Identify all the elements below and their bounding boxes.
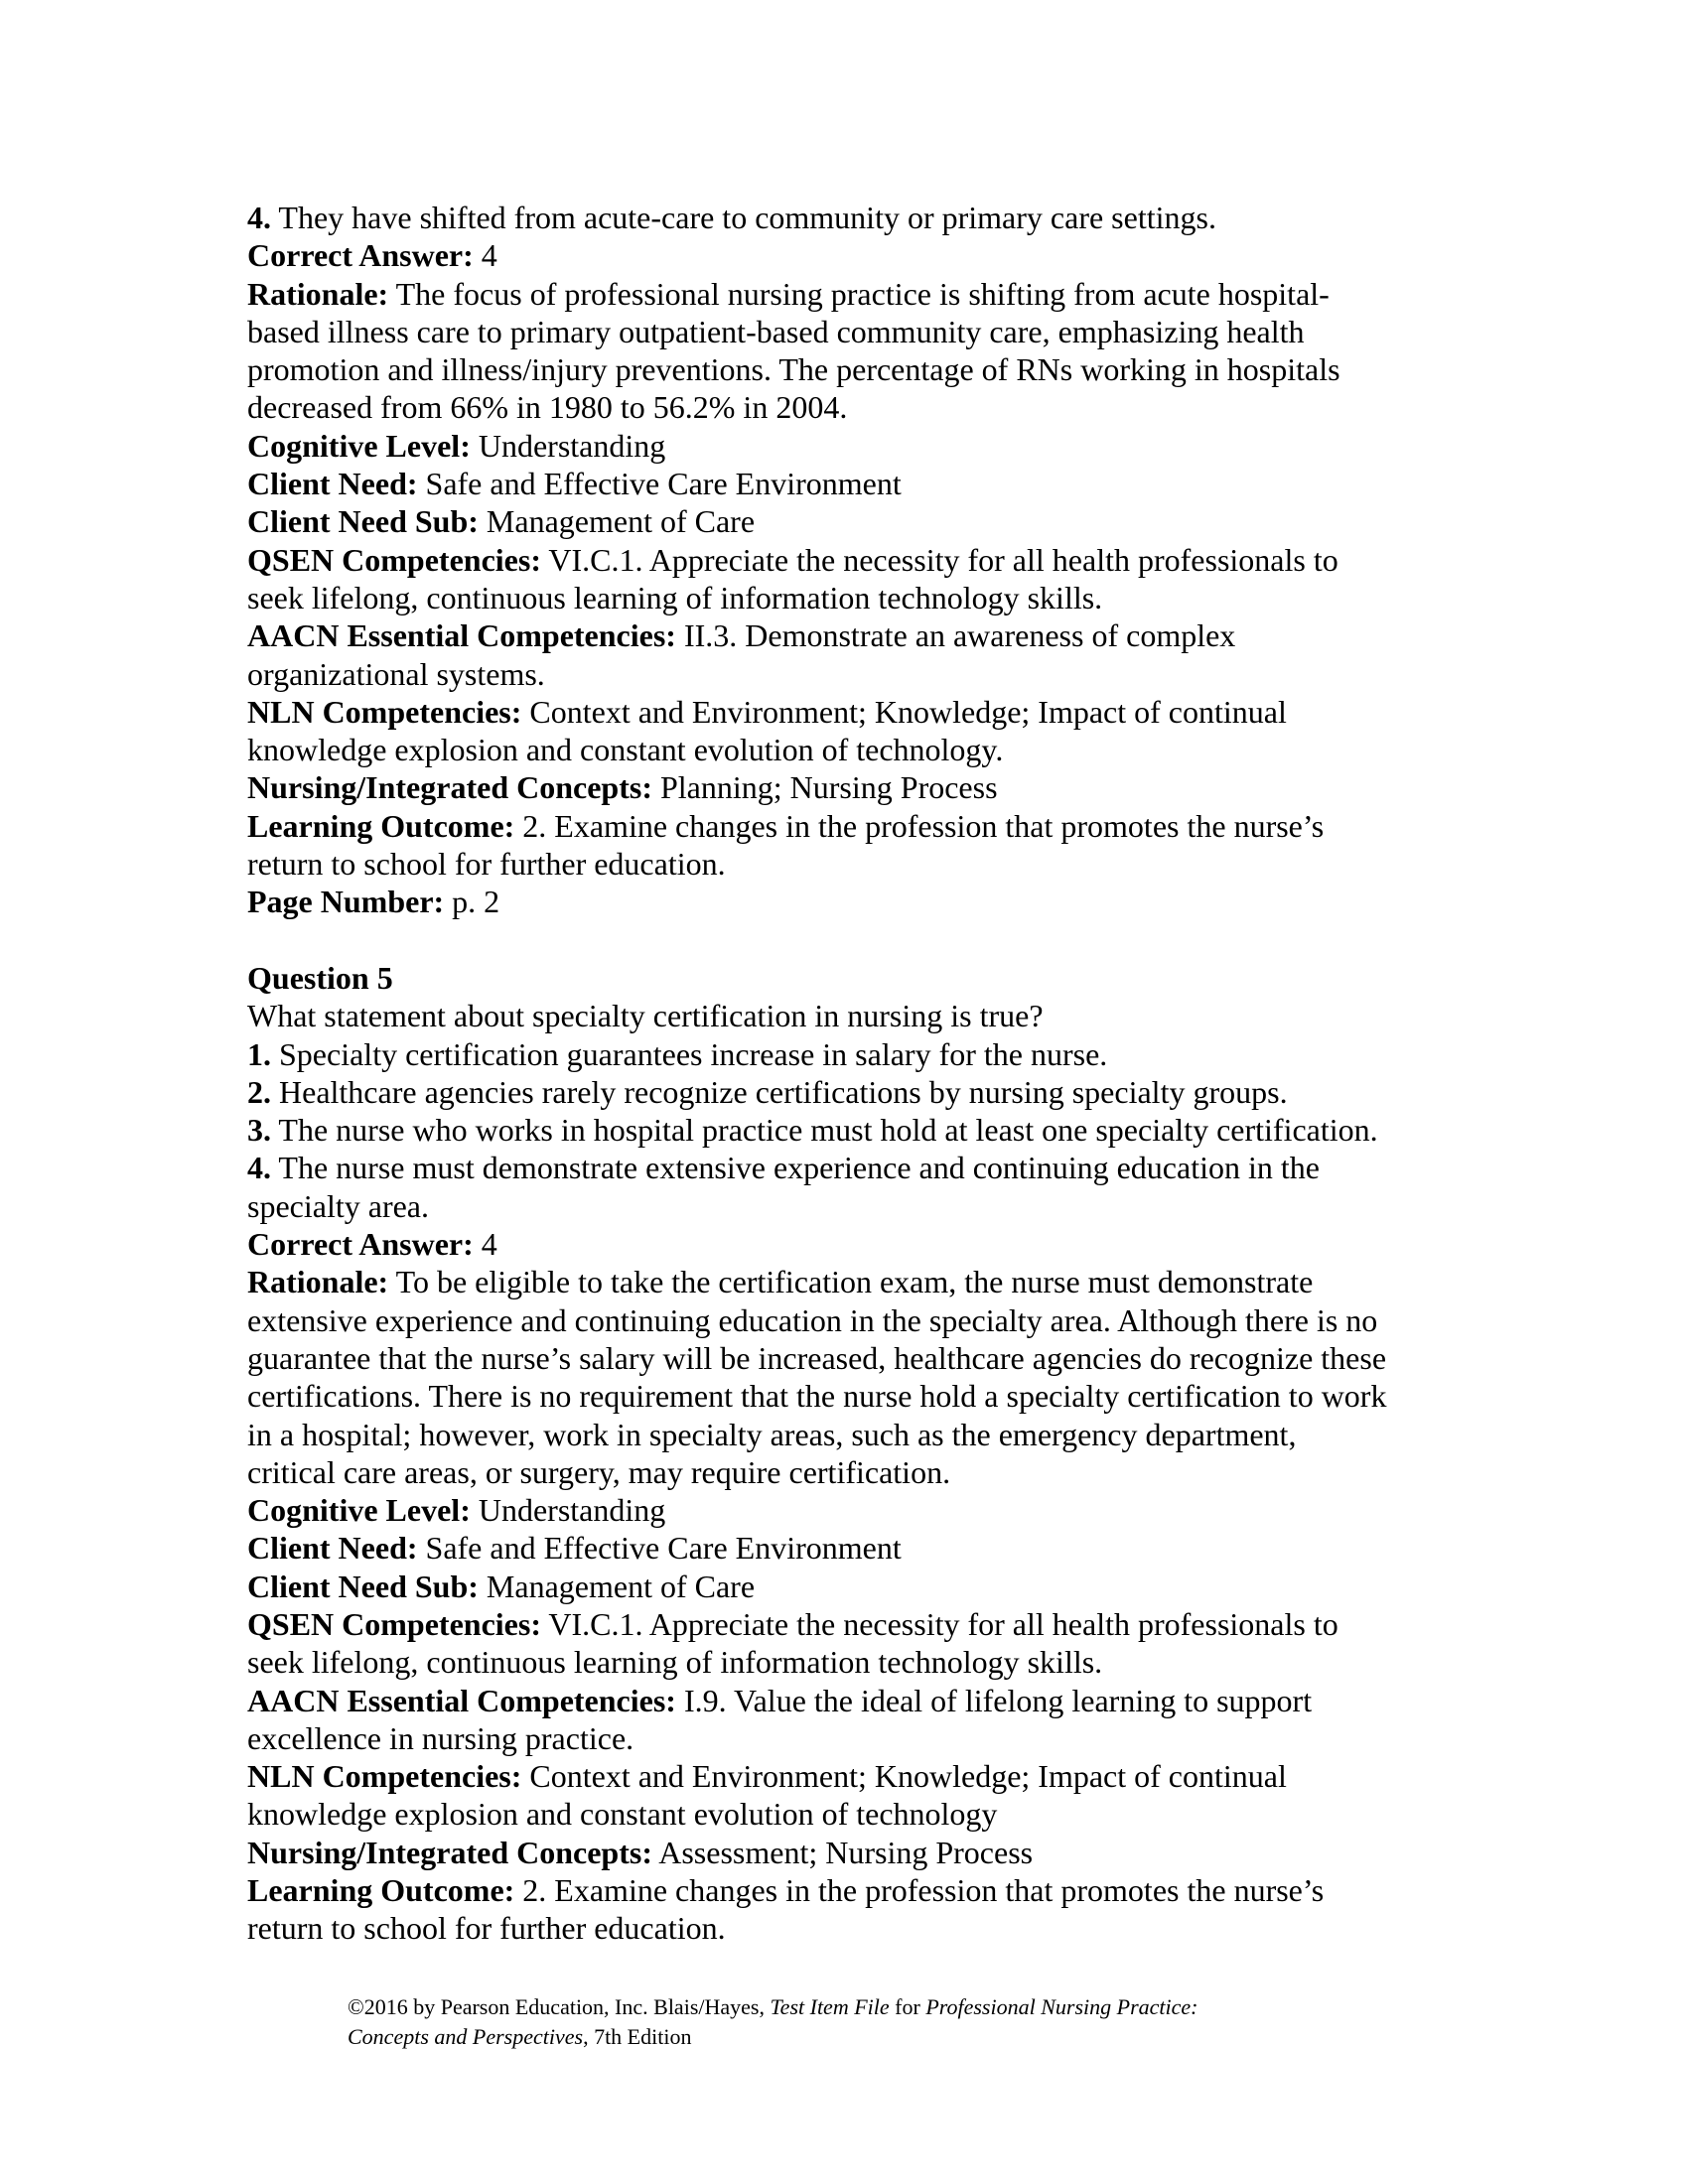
field-label: AACN Essential Competencies: (247, 617, 676, 654)
field-label: Correct Answer: (247, 1226, 474, 1263)
field-label: Correct Answer: (247, 237, 474, 274)
option-text: The nurse who works in hospital practice must hold at least one specialty certification. (278, 1112, 1378, 1149)
field-value: Management of Care (486, 503, 756, 540)
q4-cognitive-level (247, 427, 1459, 465)
q4-aacn-line-1 (247, 616, 1459, 654)
page-content (247, 199, 1459, 1948)
q4-nln-line-1 (247, 693, 1459, 731)
q4-correct-answer (247, 236, 1459, 274)
field-label: Client Need Sub: (247, 503, 479, 540)
q5-aacn-line-2: excellence in nursing practice. (247, 1719, 634, 1756)
field-label: Nursing/Integrated Concepts: (247, 769, 652, 806)
q5-rationale-line-6: critical care areas, or surgery, may require certification. (247, 1453, 951, 1490)
footer-for: for (895, 1994, 920, 2019)
page-footer (348, 1992, 1440, 2052)
field-value: I.9. Value the ideal of lifelong learning to support (683, 1682, 1313, 1718)
field-label: NLN Competencies: (247, 693, 522, 730)
option-number: 3. (247, 1112, 271, 1149)
q4-rationale-line-4: decreased from 66% in 1980 to 56.2% in 2004. (247, 389, 848, 426)
option-text: Specialty certification guarantees increase in salary for the nurse. (279, 1035, 1108, 1072)
q4-page-number (247, 883, 1459, 920)
q5-nln-line-2: knowledge explosion and constant evolution of technology (247, 1796, 998, 1833)
option-number: 4. (247, 1150, 271, 1186)
field-label: Nursing/Integrated Concepts: (247, 1834, 652, 1870)
option-number: 1. (247, 1035, 271, 1072)
q5-rationale-line-3: guarantee that the nurse’s salary will be increased, healthcare agencies do recognize these (247, 1339, 1387, 1376)
field-value: 2. Examine changes in the profession that promotes the nurse’s (522, 1872, 1325, 1909)
q4-option-4 (247, 199, 1459, 236)
field-label: QSEN Competencies: (247, 1605, 541, 1642)
q5-client-need-sub (247, 1568, 1459, 1605)
field-label: Page Number: (247, 884, 445, 920)
field-label: NLN Competencies: (247, 1758, 522, 1795)
q5-aacn-line-1 (247, 1682, 1459, 1719)
question-heading: Question 5 (247, 959, 393, 996)
field-value: II.3. Demonstrate an awareness of complex (683, 617, 1236, 654)
q4-nln-line-2: knowledge explosion and constant evolution of technology. (247, 732, 1004, 768)
field-value: 4 (481, 1226, 497, 1263)
q5-option-1 (247, 1035, 1459, 1073)
q4-rationale-line-1 (247, 275, 1459, 313)
question-stem: What statement about specialty certification in nursing is true? (247, 998, 1044, 1034)
q5-option-3 (247, 1111, 1459, 1149)
field-value: 4 (481, 237, 497, 274)
field-value: To be eligible to take the certification exam, the nurse must demonstrate (395, 1264, 1314, 1300)
field-value: Context and Environment; Knowledge; Impact of continual (529, 1758, 1287, 1795)
field-value: Management of Care (486, 1568, 756, 1604)
field-label: Cognitive Level: (247, 1492, 471, 1529)
q5-option-2 (247, 1073, 1459, 1111)
q5-outcome-line-1 (247, 1871, 1459, 1909)
footer-copyright: ©2016 by Pearson Education, Inc. Blais/Hayes, (348, 1994, 765, 2019)
option-number: 2. (247, 1073, 271, 1110)
q5-option-4-cont: specialty area. (247, 1187, 429, 1224)
field-label: Client Need: (247, 1530, 418, 1567)
q5-rationale-line-2: extensive experience and continuing education in the specialty area. Although there is no (247, 1301, 1378, 1338)
field-label: Learning Outcome: (247, 807, 515, 844)
option-number: 4. (247, 200, 271, 235)
q4-outcome-line-2: return to school for further education. (247, 846, 726, 883)
field-value: Understanding (478, 1492, 666, 1529)
field-label: Cognitive Level: (247, 427, 471, 464)
field-label: Rationale: (247, 275, 389, 312)
field-value: Understanding (478, 427, 666, 464)
footer-line-1 (348, 1992, 1440, 2022)
q4-rationale-line-3: promotion and illness/injury preventions. The percentage of RNs working in hospitals (247, 351, 1340, 388)
q4-outcome-line-1 (247, 807, 1459, 845)
spacer (247, 921, 1459, 959)
q5-concepts (247, 1834, 1459, 1871)
field-value: The focus of professional nursing practice is shifting from acute hospital- (395, 275, 1330, 312)
field-value: VI.C.1. Appreciate the necessity for all health professionals to (548, 541, 1338, 578)
footer-book-title-2: Concepts and Perspectives (348, 2024, 584, 2049)
field-value: VI.C.1. Appreciate the necessity for all health professionals to (548, 1605, 1338, 1642)
field-value: p. 2 (452, 884, 500, 920)
q5-qsen-line-1 (247, 1605, 1459, 1643)
footer-line-2 (348, 2022, 1440, 2052)
option-text: Healthcare agencies rarely recognize certifications by nursing specialty groups. (279, 1073, 1288, 1110)
field-label: Rationale: (247, 1264, 389, 1300)
q4-qsen-line-2: seek lifelong, continuous learning of information technology skills. (247, 579, 1103, 615)
q5-rationale-line-5: in a hospital; however, work in specialty areas, such as the emergency department, (247, 1416, 1297, 1452)
q5-rationale-line-1 (247, 1263, 1459, 1300)
q4-rationale-line-2: based illness care to primary outpatient-based community care, emphasizing health (247, 313, 1305, 349)
footer-book-title-1: Professional Nursing Practice: (925, 1994, 1198, 2019)
field-value: Planning; Nursing Process (659, 769, 998, 806)
q5-outcome-line-2: return to school for further education. (247, 1910, 726, 1947)
q4-aacn-line-2: organizational systems. (247, 655, 545, 692)
footer-title: Test Item File (770, 1994, 890, 2019)
q4-client-need-sub (247, 502, 1459, 540)
q4-qsen-line-1 (247, 541, 1459, 579)
q5-client-need (247, 1529, 1459, 1567)
q5-correct-answer (247, 1225, 1459, 1263)
field-label: AACN Essential Competencies: (247, 1682, 676, 1718)
field-value: 2. Examine changes in the profession that promotes the nurse’s (522, 807, 1325, 844)
q4-client-need (247, 465, 1459, 502)
field-value: Context and Environment; Knowledge; Impact of continual (529, 693, 1287, 730)
field-label: Learning Outcome: (247, 1872, 515, 1909)
q5-rationale-line-4: certifications. There is no requirement that the nurse hold a specialty certification to work (247, 1378, 1387, 1415)
field-label: QSEN Competencies: (247, 541, 541, 578)
field-value: Assessment; Nursing Process (658, 1834, 1034, 1870)
field-label: Client Need: (247, 466, 418, 502)
field-label: Client Need Sub: (247, 1568, 479, 1604)
q5-option-4 (247, 1149, 1459, 1186)
q5-cognitive-level (247, 1491, 1459, 1529)
option-text: The nurse must demonstrate extensive experience and continuing education in the (278, 1150, 1320, 1186)
option-text: They have shifted from acute-care to community or primary care settings. (278, 200, 1216, 235)
q5-qsen-line-2: seek lifelong, continuous learning of information technology skills. (247, 1644, 1103, 1681)
q4-concepts (247, 768, 1459, 806)
footer-edition: , 7th Edition (583, 2024, 692, 2049)
field-value: Safe and Effective Care Environment (425, 1530, 902, 1567)
field-value: Safe and Effective Care Environment (425, 466, 902, 502)
q5-nln-line-1 (247, 1757, 1459, 1795)
